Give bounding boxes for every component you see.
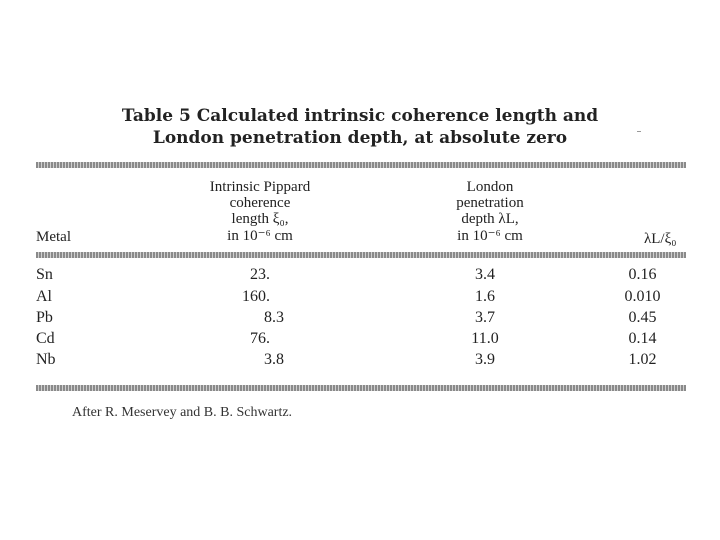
- xi-header-line-4: in 10⁻⁶ cm: [227, 228, 293, 244]
- lambda-cell: 3.9: [475, 351, 495, 368]
- ratio-cell: 0.14: [628, 330, 657, 347]
- metal-cell: Cd: [36, 330, 55, 347]
- ratio-cell: 0.45: [628, 309, 657, 326]
- xi-header-line-1: Intrinsic Pippard: [209, 179, 311, 195]
- lambda-header-line-2: penetration: [456, 195, 524, 211]
- lambda-header-line-3: depth λL,: [461, 211, 519, 227]
- table-title-line-1: Table 5 Calculated intrinsic coherence length and: [121, 106, 599, 126]
- lambda-header-line-4: in 10⁻⁶ cm: [457, 228, 523, 244]
- lambda-cell: 1.6: [475, 288, 495, 305]
- metal-cell: Sn: [36, 266, 53, 283]
- table-footnote: After R. Meservey and B. B. Schwartz.: [72, 405, 293, 420]
- xi-cell: 8.3: [264, 309, 284, 326]
- metal-cell: Al: [36, 288, 52, 305]
- ratio-cell: 1.02: [628, 351, 657, 368]
- scan-mark: [637, 131, 641, 132]
- xi-cell: 76.: [250, 330, 270, 347]
- xi-cell: 3.8: [264, 351, 284, 368]
- metal-header: Metal: [36, 229, 71, 245]
- ratio-header: λL/ξ₀: [644, 231, 677, 247]
- xi-cell: 23.: [250, 266, 270, 283]
- xi-cell: 160.: [242, 288, 270, 305]
- lambda-cell: 11.0: [471, 330, 499, 347]
- lambda-cell: 3.7: [475, 309, 495, 326]
- xi-header-line-3: length ξ₀,: [231, 211, 289, 227]
- xi-header-line-2: coherence: [229, 195, 291, 211]
- lambda-header-line-1: London: [466, 179, 514, 195]
- header-rule: [36, 252, 686, 258]
- lambda-cell: 3.4: [475, 266, 495, 283]
- bottom-rule: [36, 385, 686, 391]
- table-title-line-2: London penetration depth, at absolute zero: [152, 128, 568, 148]
- ratio-cell: 0.16: [628, 266, 657, 283]
- ratio-cell: 0.010: [624, 288, 661, 305]
- metal-cell: Pb: [36, 309, 53, 326]
- metal-cell: Nb: [36, 351, 56, 368]
- top-rule: [36, 162, 686, 168]
